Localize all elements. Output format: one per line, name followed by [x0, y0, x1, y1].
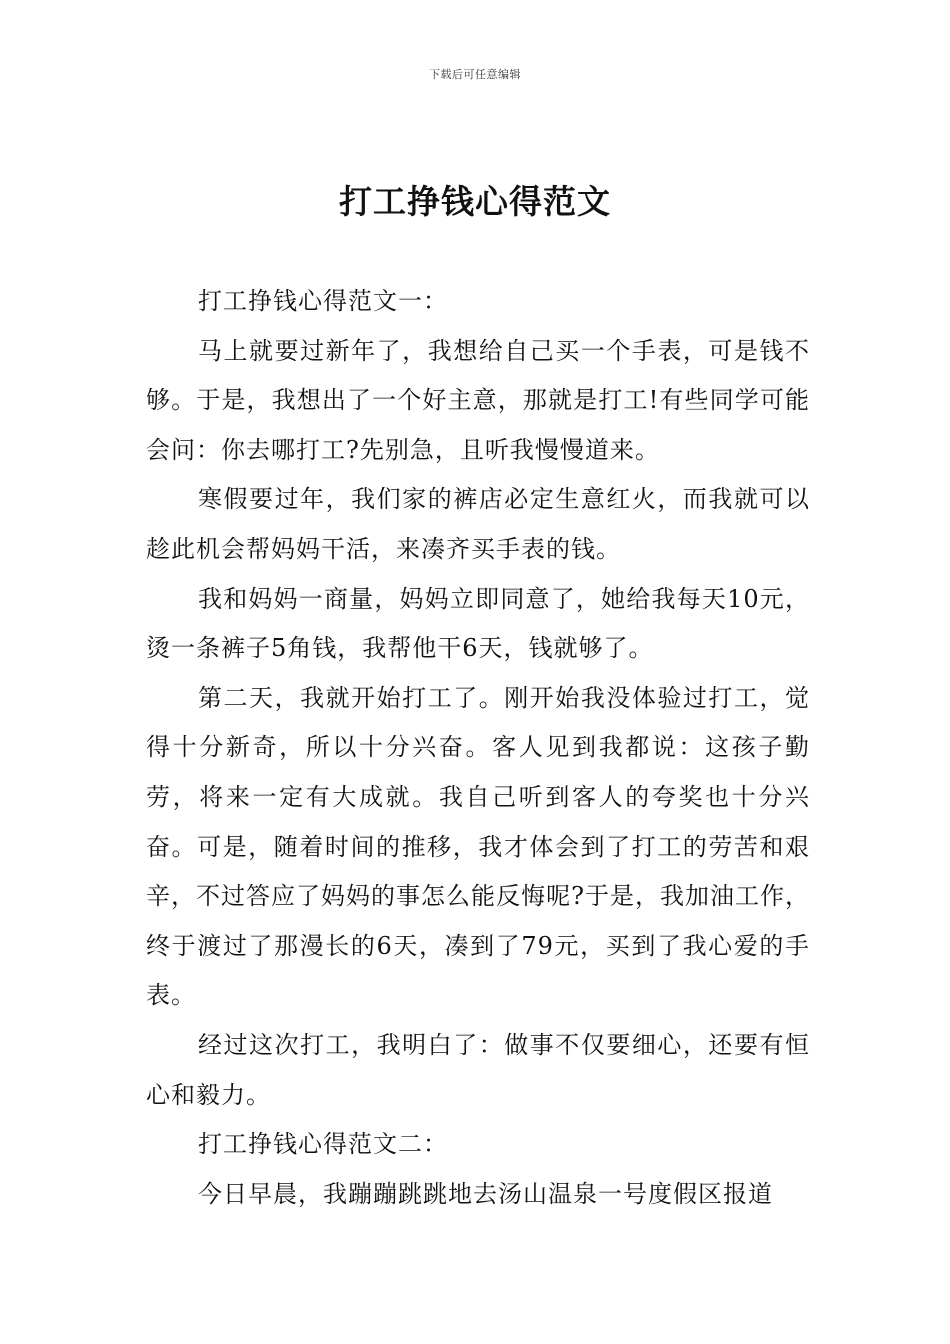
- paragraph: 今日早晨，我蹦蹦跳跳地去汤山温泉一号度假区报道: [198, 1179, 773, 1208]
- document-body: [146, 277, 810, 1219]
- paragraph: 我和妈妈一商量，妈妈立即同意了，她给我每天10元，烫一条裤子5角钱，我帮他干6天，钱就够了。: [146, 584, 810, 663]
- section-heading-1: 打工挣钱心得范文一：: [198, 287, 448, 315]
- paragraph: 马上就要过新年了，我想给自己买一个手表，可是钱不够。于是，我想出了一个好主意，那就是打工!有些同学可能会问：你去哪打工?先别急，且听我慢慢道来。: [146, 336, 810, 464]
- document-title: 打工挣钱心得范文: [339, 182, 611, 221]
- section-heading-2: 打工挣钱心得范文二：: [198, 1130, 448, 1159]
- paragraph: 第二天，我就开始打工了。刚开始我没体验过打工，觉得十分新奇，所以十分兴奋。客人见到我都说：这孩子勤劳，将来一定有大成就。我自己听到客人的夸奖也十分兴奋。可是，随着时间的推移，我才体会到了打工的劳苦和艰辛，不过答应了妈妈的事怎么能反悔呢?于是，我加油工作，终于渡过了那漫长的6天，凑到了79元，买到了我心爱的手表。: [146, 683, 810, 1010]
- paragraph: 经过这次打工，我明白了：做事不仅要细心，还要有恒心和毅力。: [146, 1030, 810, 1109]
- paragraph: 寒假要过年，我们家的裤店必定生意红火，而我就可以趁此机会帮妈妈干活，来凑齐买手表的钱。: [146, 485, 810, 563]
- header-note: 下载后可任意编辑: [429, 68, 521, 81]
